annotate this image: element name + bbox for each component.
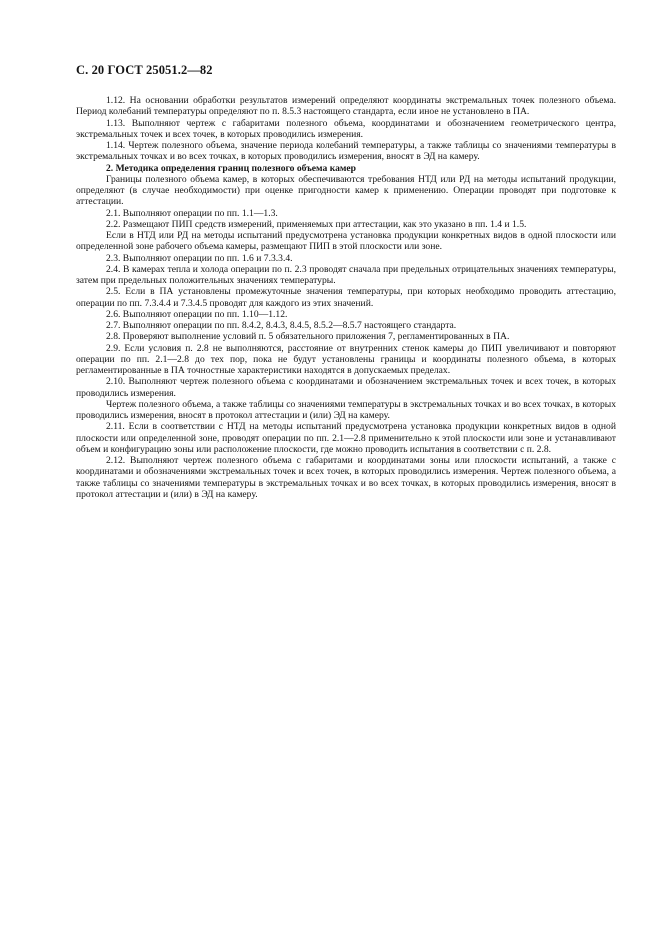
paragraph-2-7: 2.7. Выполняют операции по пп. 8.4.2, 8.4.3, 8.4.5, 8.5.2—8.5.7 настоящего стандарта. (106, 320, 457, 331)
paragraph-section-intro: Границы полезного объема камер, в которых обеспечиваются требования НТД или РД на методы испытаний продукции, определяют (в случае необходимости) при оценке пригодности камер к применению. Операции проводят при подготовке к аттестации. (76, 173, 616, 208)
paragraph-2-2-note: Если в НТД или РД на методы испытаний предусмотрена установка продукции конкретных видов в одной плоскости или определенной зоне рабочего объема камеры, размещают ПИП в этой плоскости или зоне. (76, 230, 616, 253)
paragraph-2-8: 2.8. Проверяют выполнение условий п. 5 обязательного приложения 7, регламентированных в ПА. (106, 331, 510, 343)
paragraph-1-14: 1.14. Чертеж полезного объема, значение периода колебаний температуры, а также таблицы со значениями температуры в экстремальных точках и во всех точках, в которых проводились измерения, вносят в ЭД на камеру. (76, 140, 616, 163)
paragraph-2-10-note: Чертеж полезного объема, а также таблицы со значениями температуры в экстремальных точках и во всех точках, в которых проводились измерения, вносят в протокол аттестации и (или) ЭД на камеру. (76, 398, 616, 421)
paragraph-2-5: 2.5. Если в ПА установлены промежуточные значения температуры, при которых необходимо проводить аттестацию, операции по пп. 7.3.4.4 и 7.3.4.5 проводят для каждого из этих значений. (76, 286, 616, 309)
paragraph-1-12: 1.12. На основании обработки результатов измерений определяют координаты экстремальных точек полезного объема. Период колебаний температуры определяют по п. 8.5.3 настоящего стандарта, если иное не установлено в ПА. (76, 95, 616, 118)
section-heading: 2. Методика определения границ полезного объема камер (106, 162, 357, 174)
paragraph-2-4: 2.4. В камерах тепла и холода операции по п. 2.3 проводят сначала при предельных отрицательных значениях температуры, затем при предельных положительных значениях температуры. (76, 263, 616, 286)
paragraph-2-2: 2.2. Размещают ПИП средств измерений, применяемых при аттестации, как это указано в пп. 1.4 и 1.5. (106, 218, 527, 230)
page-header: С. 20 ГОСТ 25051.2—82 (76, 63, 213, 77)
paragraph-1-13: 1.13. Выполняют чертеж с габаритами полезного объема, координатами и обозначением геометрического центра, экстремальных точек и всех точек, в которых проводились измерения. (76, 117, 616, 140)
paragraph-2-3: 2.3. Выполняют операции по пп. 1.6 и 7.3.3.4. (106, 252, 293, 264)
paragraph-2-10: 2.10. Выполняют чертеж полезного объема с координатами и обозначением экстремальных точек и всех точек, в которых проводились измерения. (76, 376, 616, 399)
paragraph-2-6: 2.6. Выполняют операции по пп. 1.10—1.12. (106, 308, 288, 320)
paragraph-2-11: 2.11. Если в соответствии с НТД на методы испытаний предусмотрена установка продукции конкретных видов в одной плоскости или определенной зоне, проводят операции по пп. 2.1—2.8 применительно к этой плоскости или зоне и устанавливают объем и конфигурацию зоны или расположение плоскости, где можно проводить испытания в соответствии с п. 2.8. (76, 421, 616, 455)
paragraph-2-12: 2.12. Выполняют чертеж полезного объема с габаритами и координатами зоны или плоскости испытаний, а также с координатами и обозначениями экстремальных точек и всех точек, в которых проводились измерения. Чертеж полезного объема, а также таблицы со значениями температуры в экстремальных точках и во всех точках, в которых проводились измерения, вносят в протокол аттестации и (или) в ЭД на камеру. (76, 455, 616, 500)
paragraph-2-9: 2.9. Если условия п. 2.8 не выполняются, расстояние от внутренних стенок камеры до ПИП увеличивают и повторяют операции по пп. 2.1—2.8 до тех пор, пока не будут установлены границы и координаты полезного объема, в которых регламентированные в ПА точностные характеристики находятся в допускаемых пределах. (76, 342, 616, 376)
paragraph-2-1: 2.1. Выполняют операции по пп. 1.1—1.3. (106, 207, 278, 219)
document-body (76, 95, 616, 500)
